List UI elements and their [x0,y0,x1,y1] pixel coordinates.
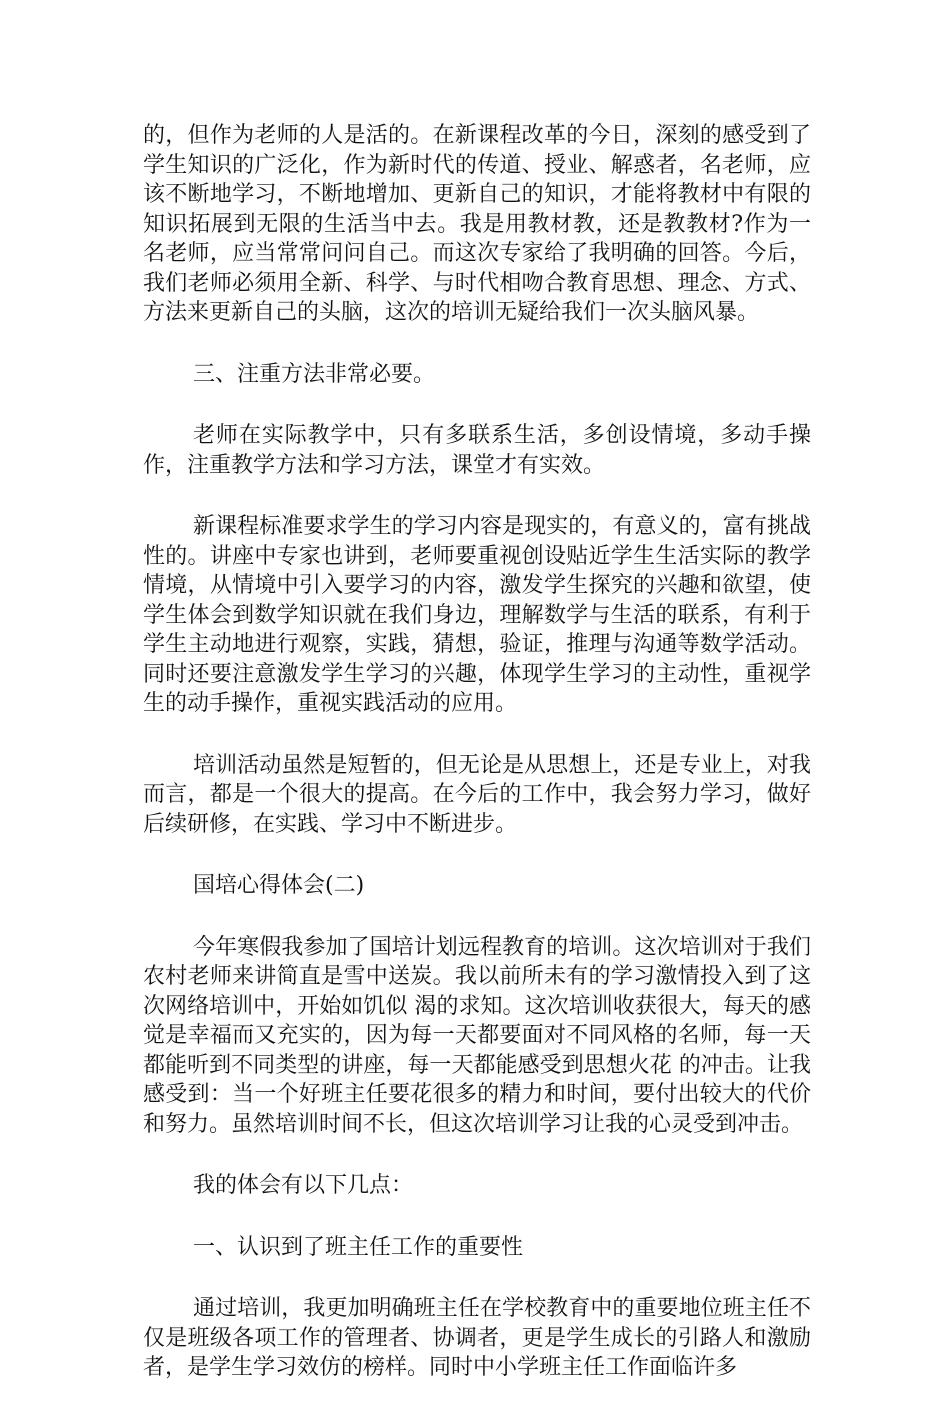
paragraph-intro-points: 我的体会有以下几点： [193,1173,414,1198]
paragraph: 新课程标准要求学生的学习内容是现实的，有意义的，富有挑战性的。讲座中专家也讲到，老师要重视创设贴近学生生活实际的教学情境，从情境中引入要学习的内容，激发学生探究的兴趣和欲望，使学生体会到数学知识就在我们身边，理解数学与生活的联系，有利于学生主动地进行观察，实践，猜想，验证，推理与沟通等数学活动。同时还要注意激发学生学习的兴趣，体现学生学习的主动性，重视学生的动手操作，重视实践活动的应用。 [143,514,811,716]
paragraph-continuation: 的，但作为老师的人是活的。在新课程改革的今日，深刻的感受到了学生知识的广泛化，作为新时代的传道、授业、解惑者，名老师，应该不断地学习，不断地增加、更新自己的知识，才能将教材中有限的知识拓展到无限的生活当中去。我是用教材教，还是教教材?作为一名老师，应当常常问问自己。而这次专家给了我明确的回答。今后，我们老师必须用全新、科学、与时代相吻合教育思想、理念、方式、方法来更新自己的头脑，这次的培训无疑给我们一次头脑风暴。 [143,123,811,325]
document-page [143,121,811,1415]
paragraph: 培训活动虽然是短暂的，但无论是从思想上，还是专业上，对我而言，都是一个很大的提高。在今后的工作中，我会努力学习，做好后续研修，在实践、学习中不断进步。 [143,752,811,837]
paragraph: 通过培训，我更加明确班主任在学校教育中的重要地位班主任不仅是班级各项工作的管理者、协调者，更是学生成长的引路人和激励者，是学生学习效仿的榜样。同时中小学班主任工作面临许多 [143,1296,811,1380]
paragraph: 老师在实际教学中，只有多联系生活，多创设情境，多动手操作，注重教学方法和学习方法，课堂才有实效。 [143,423,811,478]
section-heading-point-one: 一、认识到了班主任工作的重要性 [193,1234,524,1260]
section-heading-part-two: 国培心得体会(二) [193,873,365,898]
paragraph: 今年寒假我参加了国培计划远程教育的培训。这次培训对于我们农村老师来讲简直是雪中送炭。我以前所未有的学习激情投入到了这次网络培训中，开始如饥似 渴的求知。这次培训收获很大，每天的感觉是幸福而又充实的，因为每一天都要面对不同风格的名师，每一天都能听到不同类型的讲座，每一天都能感受到思想火花 的冲击。让我感受到：当一个好班主任要花很多的精力和时间，要付出较大的代价和努力。虽然培训时间不长，但这次培训学习让我的心灵受到冲击。 [143,934,811,1137]
section-heading-method: 三、注重方法非常必要。 [193,361,436,387]
